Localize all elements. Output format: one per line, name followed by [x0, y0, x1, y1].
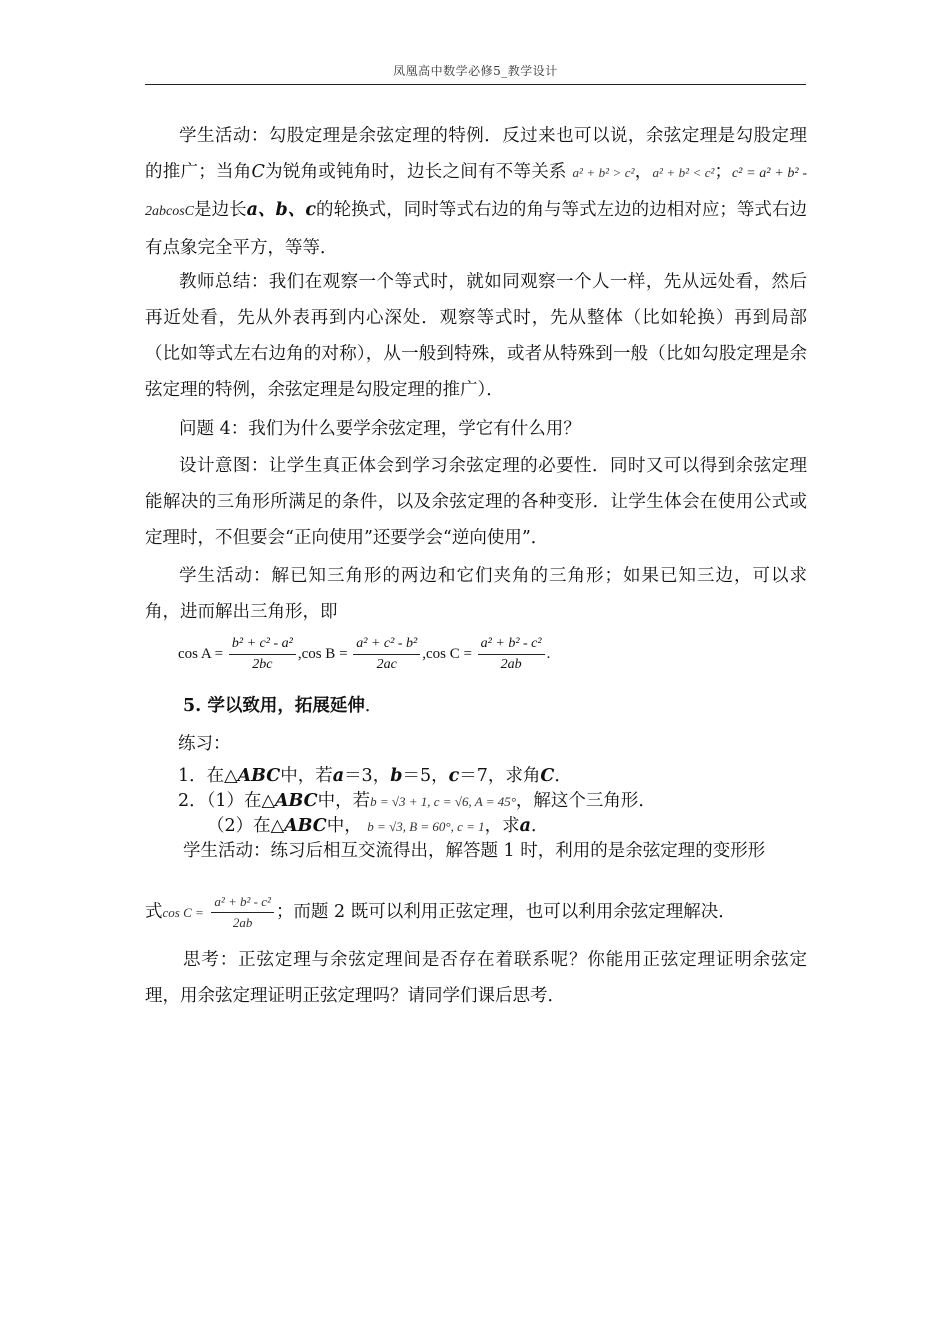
section-5-heading	[183, 694, 382, 718]
inequality-obtuse: a² + b² < c²	[652, 165, 715, 180]
cosine-formulas	[178, 636, 550, 673]
cosA-lhs: cos A =	[178, 645, 224, 662]
q1-text-4: ＝5，	[402, 766, 449, 786]
cosB-denominator: 2ac	[376, 657, 397, 672]
q2-text-2: 中，若	[317, 791, 371, 811]
cosA-numerator: b² + c² - a²	[229, 636, 296, 655]
cosB-fraction	[353, 636, 420, 673]
section-5-end: ．	[364, 696, 383, 716]
formula-end: .	[546, 645, 551, 662]
p1-text-1: 学生活动：勾股定理是余弦定理的特例．反过来也可以说，余弦定理是勾股定理的推广；当角	[145, 126, 807, 182]
p6-text-3: ；而题 2 既可以利用正弦定理，也可以利用余弦定理解决．	[275, 902, 736, 922]
q3-conditions: b = √3, B = 60°, c = 1	[367, 819, 485, 834]
q3-text-2: 中，	[326, 816, 362, 836]
cosB-numerator: a² + c² - b²	[353, 636, 420, 655]
p1-sides: a、b、c	[246, 200, 317, 220]
cosA-denominator: 2bc	[252, 657, 273, 672]
q1-text-1: 1．在△	[178, 766, 238, 786]
q3-text-1: （2）在△	[207, 816, 285, 836]
paragraph-student-activity-2: 学生活动：解已知三角形的两边和它们夹角的三角形；如果已知三边，可以求角，进而解出三角形，即	[145, 566, 807, 622]
paragraph-student-activity-3-line-1: 学生活动：练习后相互交流得出，解答题 1 时，利用的是余弦定理的变形形	[183, 841, 766, 861]
q3-a: a	[519, 816, 532, 836]
q3-text-4: ．	[531, 816, 549, 836]
p6-denominator: 2ab	[232, 915, 253, 930]
p6-numerator: a² + b² - c²	[211, 894, 274, 913]
q1-triangle: ABC	[237, 766, 281, 786]
p1-text-3: 是边长	[194, 200, 247, 220]
paragraph-reflection: 思考：正弦定理与余弦定理间是否存在着联系呢？你能用正弦定理证明余弦定理，用余弦定理证明正弦定理吗？请同学们课后思考．	[145, 950, 807, 1006]
q1-text-6: ．	[554, 766, 572, 786]
q2-conditions: b = √3 + 1, c = √6, A = 45°	[370, 794, 516, 809]
paragraph-student-activity-1	[145, 118, 807, 266]
page-header: 凤凰高中数学必修5_教学设计	[393, 64, 558, 78]
q2-text-3: ，解这个三角形．	[515, 791, 656, 811]
q1-text-5: ＝7，求角	[459, 766, 541, 786]
paragraph-question-4: 问题 4：我们为什么要学余弦定理，学它有什么用？	[179, 419, 581, 439]
q1-angle: C	[540, 766, 555, 786]
exercise-1	[178, 764, 572, 788]
cosA-fraction	[229, 636, 296, 673]
p1-sep: ，	[634, 162, 653, 182]
exercise-2-part-1	[178, 789, 656, 814]
q2-triangle: ABC	[274, 791, 318, 811]
p6-cosC-lhs: cos C =	[162, 905, 204, 920]
p1-semi: ；	[714, 162, 732, 182]
q1-b: b	[390, 766, 403, 786]
q1-a: a	[332, 766, 345, 786]
p1-angle-c: C	[251, 162, 265, 182]
p6-text-2: 式	[145, 902, 163, 922]
q1-c: c	[448, 766, 460, 786]
section-5-title: 5. 学以致用，拓展延伸	[183, 696, 365, 716]
header-rule	[145, 84, 806, 85]
paragraph-teacher-summary: 教师总结：我们在观察一个等式时，就如同观察一个人一样，先从远处看，然后再近处看，先从外表再到内心深处．观察等式时，先从整体（比如轮换）再到局部（比如等式左右边角的对称），从一般到特殊，或者从特殊到一般（比如勾股定理是余弦定理的特例，余弦定理是勾股定理的推广）．	[145, 272, 807, 400]
cosB-lhs: ,cos B =	[297, 645, 348, 662]
q2-text-1: 2．（1）在△	[178, 791, 275, 811]
inequality-acute: a² + b² > c²	[572, 165, 635, 180]
cosC-denominator: 2ab	[500, 657, 522, 672]
q1-text-2: 中，若	[280, 766, 333, 786]
paragraph-design-intent: 设计意图：让学生真正体会到学习余弦定理的必要性．同时又可以得到余弦定理能解决的三角形所满足的条件，以及余弦定理的各种变形．让学生体会在使用公式或定理时，不但要会“正向使用”还要学会“逆向使用”．	[145, 456, 807, 548]
q3-text-3: ，求	[484, 816, 520, 836]
cosC-lhs: ,cos C =	[422, 645, 472, 662]
cosC-fraction	[478, 636, 545, 673]
p1-text-2: 为锐角或钝角时，边长之间有不等关系	[264, 162, 567, 182]
p1-text-4: 的轮换式，同时等式右边的角与等式左边的边相对应；等式右边有点象完全平方，等等．	[145, 200, 807, 258]
cosC-numerator: a² + b² - c²	[478, 636, 545, 655]
p6-cosC-fraction	[211, 894, 274, 931]
paragraph-student-activity-3-line-2	[145, 892, 736, 933]
exercise-2-part-2	[207, 814, 549, 839]
practice-label: 练习：	[178, 734, 231, 754]
law-of-cosines-formula: c² = a² + b² - 2abcosC	[145, 166, 808, 219]
q3-triangle: ABC	[284, 816, 327, 836]
q1-text-3: ＝3，	[344, 766, 391, 786]
